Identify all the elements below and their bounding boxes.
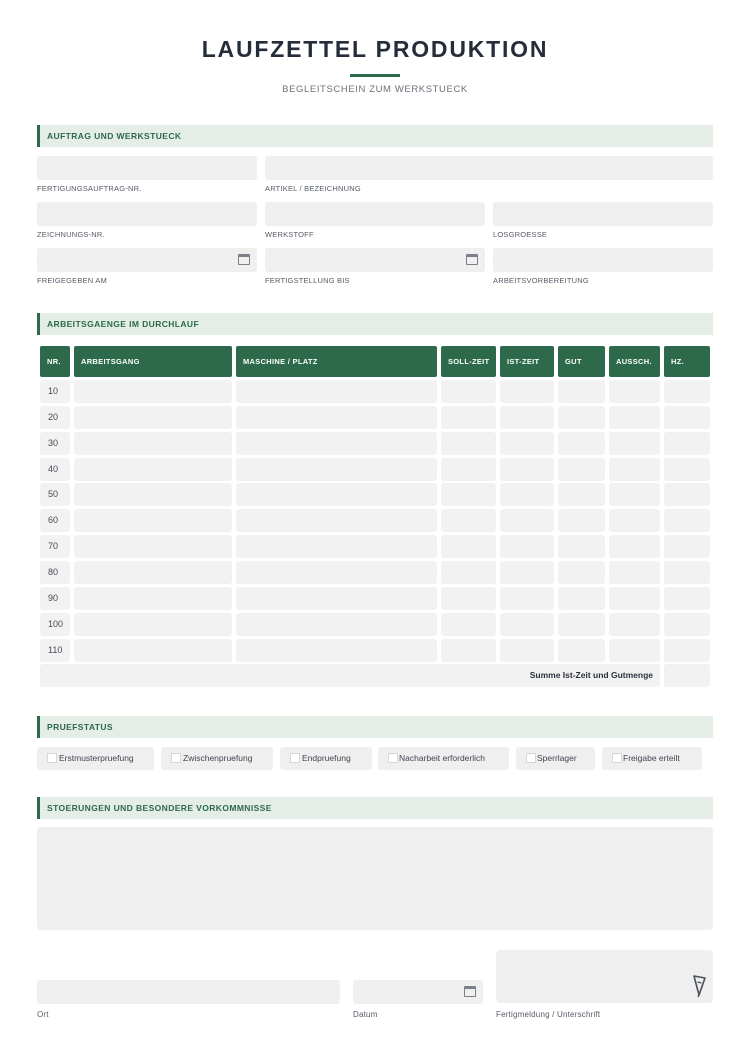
nr-cell [40, 639, 70, 662]
calendar-icon[interactable] [238, 254, 250, 265]
maschine-cell[interactable] [236, 639, 437, 662]
title-underline [350, 74, 400, 77]
ist-zeit-cell[interactable] [500, 561, 554, 584]
soll-zeit-cell[interactable] [441, 509, 496, 532]
ist-zeit-cell[interactable] [500, 639, 554, 662]
nr-cell [40, 509, 70, 532]
hz-cell[interactable] [664, 458, 710, 481]
soll-zeit-cell[interactable] [441, 613, 496, 636]
ist-zeit-cell[interactable] [500, 380, 554, 403]
hz-cell[interactable] [664, 509, 710, 532]
nr-cell [40, 483, 70, 506]
maschine-cell[interactable] [236, 509, 437, 532]
nr-cell [40, 613, 70, 636]
checkbox-label: Sperrlager [537, 753, 577, 763]
gut-cell[interactable] [558, 432, 605, 455]
nr-cell [40, 535, 70, 558]
column-header-arbeitsgang: ARBEITSGANG [74, 346, 232, 377]
arbeitsvorbereitung-label: ARBEITSVORBEREITUNG [493, 276, 589, 285]
column-header-maschine: MASCHINE / PLATZ [236, 346, 437, 377]
hz-cell[interactable] [664, 613, 710, 636]
checkbox-label: Endpruefung [302, 753, 351, 763]
gut-cell[interactable] [558, 613, 605, 636]
ist-zeit-cell[interactable] [500, 406, 554, 429]
maschine-cell[interactable] [236, 587, 437, 610]
losgroesse-field[interactable] [493, 202, 713, 226]
hz-cell[interactable] [664, 561, 710, 584]
arbeitsgang-cell[interactable] [74, 587, 232, 610]
auftrag-nr-field[interactable] [37, 156, 257, 180]
row-number: 20 [48, 411, 59, 422]
incidents-textarea[interactable] [37, 827, 713, 930]
maschine-cell[interactable] [236, 613, 437, 636]
gut-cell[interactable] [558, 639, 605, 662]
maschine-cell[interactable] [236, 432, 437, 455]
ausschuss-cell[interactable] [609, 406, 660, 429]
nr-cell [40, 406, 70, 429]
checkbox-square[interactable] [47, 753, 57, 763]
nr-cell [40, 587, 70, 610]
werkstoff-label: WERKSTOFF [265, 230, 314, 239]
artikel-field[interactable] [265, 156, 713, 180]
column-header-gut: GUT [558, 346, 605, 377]
checkbox-square[interactable] [290, 753, 300, 763]
checkbox-label: Erstmusterpruefung [59, 753, 134, 763]
ausschuss-cell[interactable] [609, 483, 660, 506]
ausschuss-cell[interactable] [609, 432, 660, 455]
maschine-cell[interactable] [236, 458, 437, 481]
soll-zeit-cell[interactable] [441, 483, 496, 506]
soll-zeit-cell[interactable] [441, 561, 496, 584]
checkbox-freigabe[interactable] [602, 747, 702, 770]
column-header-soll-zeit: SOLL-ZEIT [441, 346, 496, 377]
checkbox-erstmusterpruefung[interactable] [37, 747, 154, 770]
soll-zeit-cell[interactable] [441, 587, 496, 610]
hz-cell[interactable] [664, 535, 710, 558]
arbeitsgang-cell[interactable] [74, 535, 232, 558]
calendar-icon[interactable] [464, 986, 476, 997]
arbeitsgang-cell[interactable] [74, 561, 232, 584]
freigegeben-date-field[interactable] [37, 248, 257, 272]
row-number: 30 [48, 437, 59, 448]
gut-cell[interactable] [558, 380, 605, 403]
maschine-cell[interactable] [236, 483, 437, 506]
arbeitsgang-cell[interactable] [74, 509, 232, 532]
ausschuss-cell[interactable] [609, 458, 660, 481]
checkbox-square[interactable] [526, 753, 536, 763]
row-number: 70 [48, 541, 59, 552]
freigegeben-label: FREIGEGEBEN AM [37, 276, 107, 285]
checkbox-label: Zwischenpruefung [183, 753, 253, 763]
calendar-icon[interactable] [466, 254, 478, 265]
arbeitsvorbereitung-field[interactable] [493, 248, 713, 272]
maschine-cell[interactable] [236, 380, 437, 403]
section-heading-order: AUFTRAG UND WERKSTUECK [37, 125, 713, 147]
row-number: 50 [48, 489, 59, 500]
column-header-ausschuss: AUSSCH. [609, 346, 660, 377]
arbeitsgang-cell[interactable] [74, 458, 232, 481]
signature-label: Fertigmeldung / Unterschrift [496, 1010, 601, 1019]
nr-cell [40, 561, 70, 584]
hz-cell[interactable] [664, 639, 710, 662]
sum-row-label: Summe Ist-Zeit und Gutmenge [529, 670, 653, 680]
section-heading-operations: ARBEITSGAENGE IM DURCHLAUF [37, 313, 713, 335]
maschine-cell[interactable] [236, 535, 437, 558]
signature-box[interactable] [496, 950, 713, 1003]
arbeitsgang-cell[interactable] [74, 432, 232, 455]
werkstoff-field[interactable] [265, 202, 485, 226]
row-number: 10 [48, 386, 59, 396]
ist-zeit-cell[interactable] [500, 587, 554, 610]
arbeitsgang-cell[interactable] [74, 406, 232, 429]
column-header-ist-zeit: IST-ZEIT [500, 346, 554, 377]
soll-zeit-cell[interactable] [441, 639, 496, 662]
gut-cell[interactable] [558, 509, 605, 532]
arbeitsgang-cell[interactable] [74, 613, 232, 636]
fertigstellung-label: FERTIGSTELLUNG BIS [265, 276, 350, 285]
soll-zeit-cell[interactable] [441, 458, 496, 481]
arbeitsgang-cell[interactable] [74, 380, 232, 403]
soll-zeit-cell[interactable] [441, 432, 496, 455]
sum-value-cell[interactable] [664, 664, 710, 687]
hz-cell[interactable] [664, 380, 710, 403]
fertigstellung-date-field[interactable] [265, 248, 485, 272]
nr-cell [40, 380, 70, 403]
ausschuss-cell[interactable] [609, 509, 660, 532]
arbeitsgang-cell[interactable] [74, 483, 232, 506]
nr-cell [40, 458, 70, 481]
ausschuss-cell[interactable] [609, 535, 660, 558]
maschine-cell[interactable] [236, 561, 437, 584]
soll-zeit-cell[interactable] [441, 535, 496, 558]
ist-zeit-cell[interactable] [500, 483, 554, 506]
gut-cell[interactable] [558, 587, 605, 610]
ausschuss-cell[interactable] [609, 587, 660, 610]
ausschuss-cell[interactable] [609, 639, 660, 662]
hz-cell[interactable] [664, 587, 710, 610]
ist-zeit-cell[interactable] [500, 458, 554, 481]
nr-cell [40, 432, 70, 455]
ausschuss-cell[interactable] [609, 561, 660, 584]
page-title: LAUFZETTEL PRODUKTION [201, 36, 549, 62]
ausschuss-cell[interactable] [609, 613, 660, 636]
checkbox-square[interactable] [388, 753, 398, 763]
ausschuss-cell[interactable] [609, 380, 660, 403]
artikel-label: ARTIKEL / BEZEICHNUNG [265, 184, 361, 193]
row-number: 40 [48, 463, 59, 474]
sum-row [40, 664, 660, 687]
gut-cell[interactable] [558, 458, 605, 481]
row-number: 90 [48, 592, 59, 603]
checkbox-zwischenpruefung[interactable] [161, 747, 273, 770]
section-heading-incidents: STOERUNGEN UND BESONDERE VORKOMMNISSE [37, 797, 713, 819]
ist-zeit-cell[interactable] [500, 509, 554, 532]
gut-cell[interactable] [558, 406, 605, 429]
checkbox-label: Nacharbeit erforderlich [399, 753, 485, 763]
pen-icon [691, 974, 707, 998]
checkbox-label: Freigabe erteilt [623, 753, 680, 763]
soll-zeit-cell[interactable] [441, 380, 496, 403]
datum-field[interactable] [353, 980, 483, 1004]
column-header-nr: NR. [40, 346, 70, 377]
hz-cell[interactable] [664, 483, 710, 506]
row-number: 100 [48, 618, 64, 629]
ist-zeit-cell[interactable] [500, 535, 554, 558]
gut-cell[interactable] [558, 561, 605, 584]
hz-cell[interactable] [664, 432, 710, 455]
gut-cell[interactable] [558, 535, 605, 558]
zeichnung-label: ZEICHNUNGS-NR. [37, 230, 105, 239]
ort-field[interactable] [37, 980, 340, 1004]
page-subtitle: BEGLEITSCHEIN ZUM WERKSTUECK [282, 84, 468, 95]
checkbox-nacharbeit[interactable] [378, 747, 509, 770]
checkbox-square[interactable] [612, 753, 622, 763]
ist-zeit-cell[interactable] [500, 613, 554, 636]
zeichnung-field[interactable] [37, 202, 257, 226]
auftrag-nr-label: FERTIGUNGSAUFTRAG-NR. [37, 184, 142, 193]
row-number: 60 [48, 515, 59, 526]
checkbox-square[interactable] [171, 753, 181, 763]
row-number: 80 [48, 566, 59, 577]
ist-zeit-cell[interactable] [500, 432, 554, 455]
section-heading-inspection: PRUEFSTATUS [37, 716, 713, 738]
datum-label: Datum [353, 1010, 378, 1019]
soll-zeit-cell[interactable] [441, 406, 496, 429]
column-header-hz: HZ. [664, 346, 710, 377]
checkbox-endpruefung[interactable] [280, 747, 372, 770]
gut-cell[interactable] [558, 483, 605, 506]
hz-cell[interactable] [664, 406, 710, 429]
arbeitsgang-cell[interactable] [74, 639, 232, 662]
document-header [0, 36, 750, 95]
checkbox-sperrlager[interactable] [516, 747, 595, 770]
losgroesse-label: LOSGROESSE [493, 230, 548, 239]
ort-label: Ort [37, 1010, 49, 1019]
maschine-cell[interactable] [236, 406, 437, 429]
row-number: 110 [48, 644, 63, 655]
